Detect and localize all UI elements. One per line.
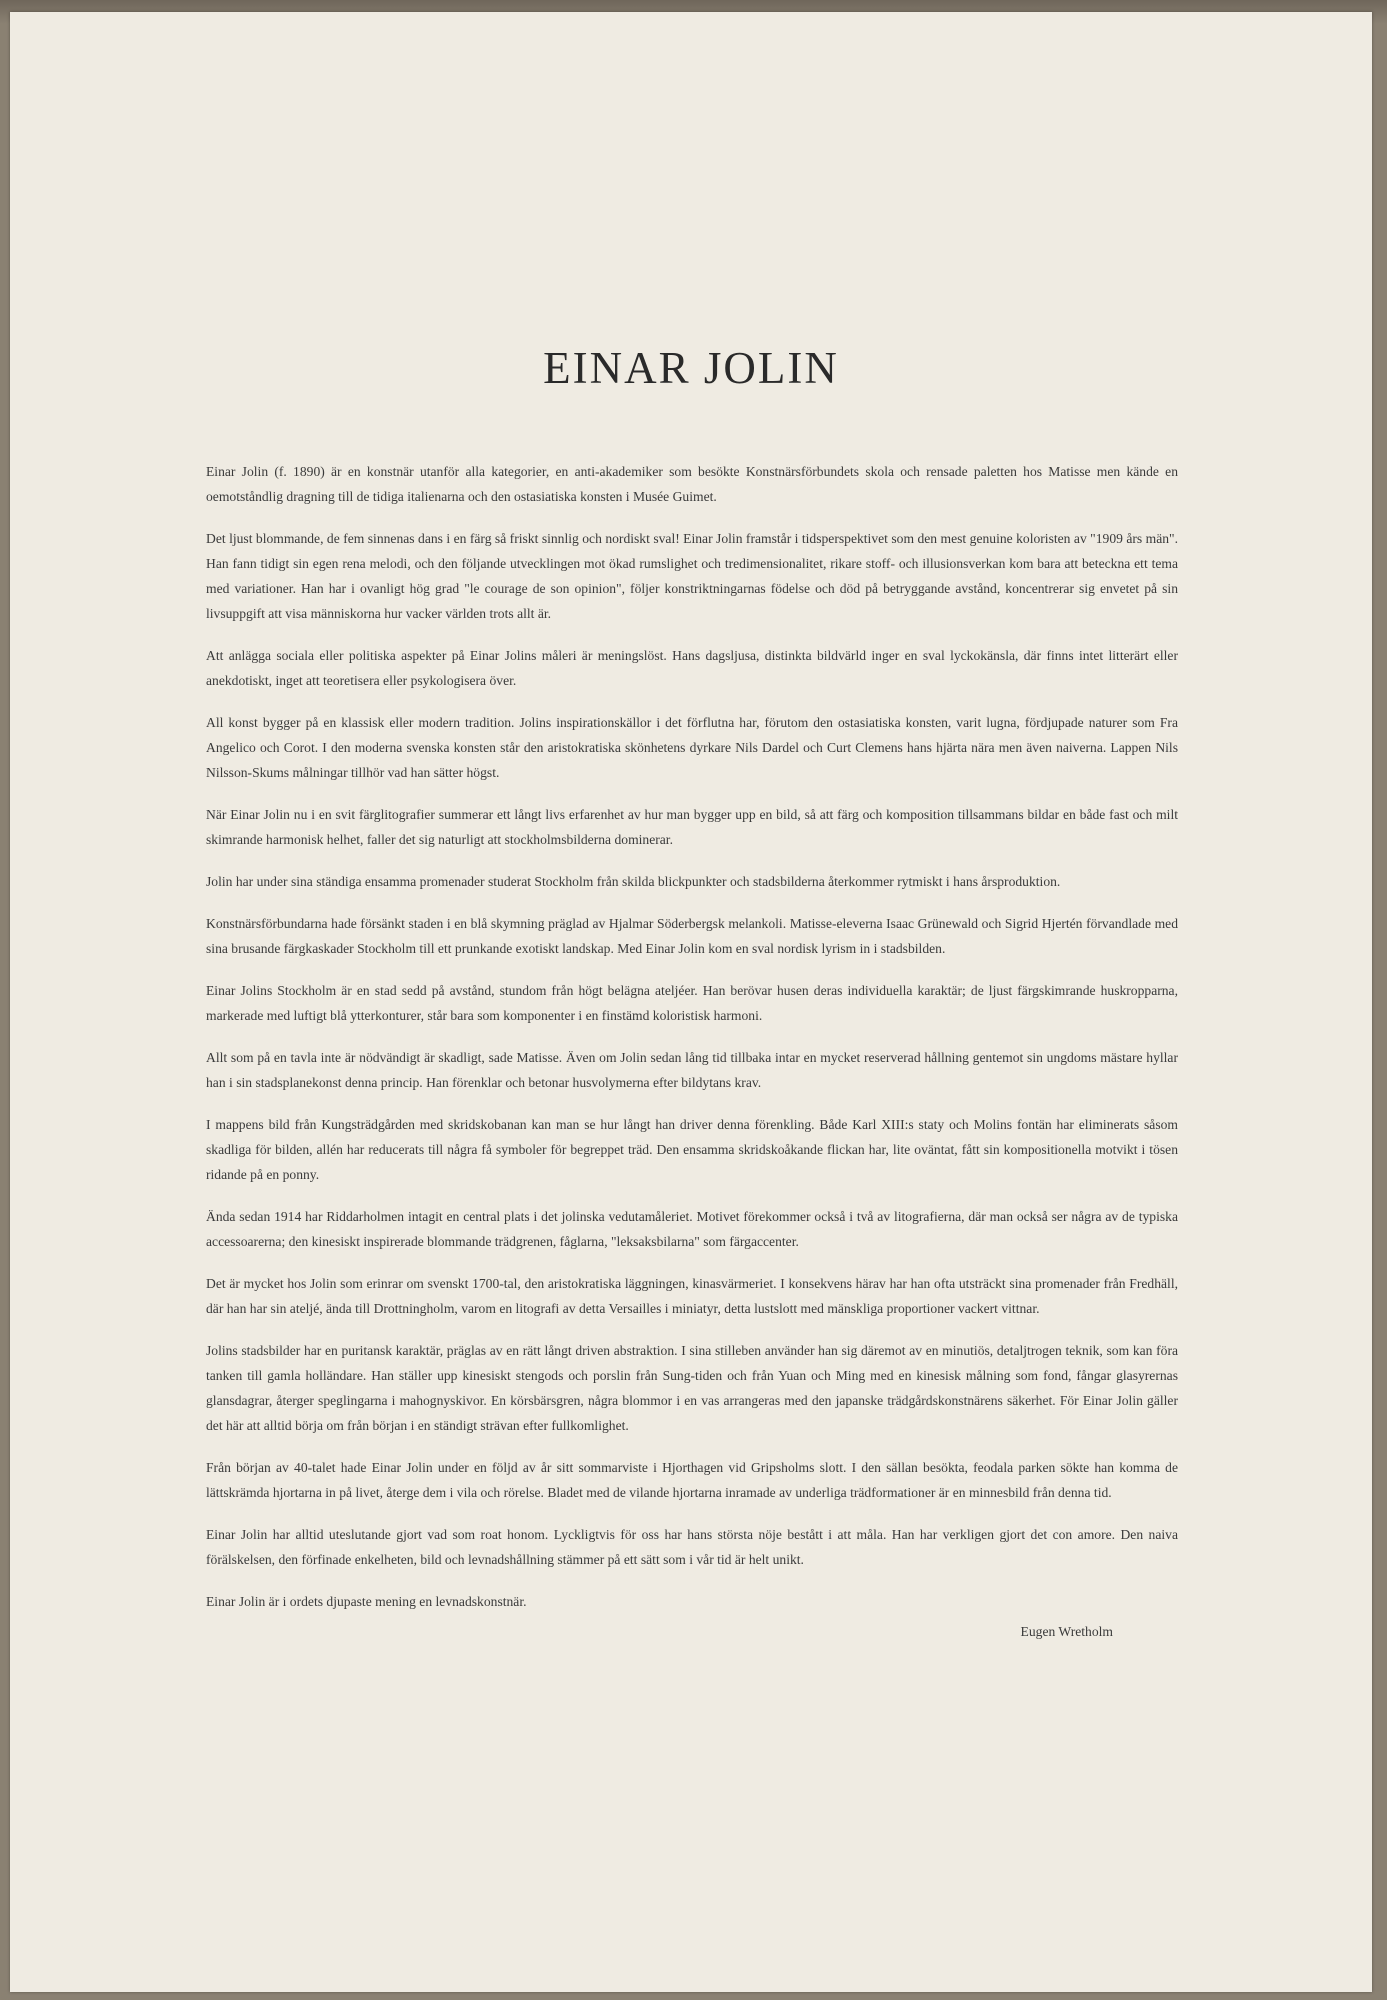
paragraph: All konst bygger på en klassisk eller modern tradition. Jolins inspirationskällor i det förflutna har, förutom den ostasiatiska konsten, varit lugna, fördjupade naturer som Fra Angelico och Corot. I den moderna svenska konsten står den aristokratiska skönhetens dyrkare Nils Dardel och Curt Clemens hans hjärta nära men även naiverna. Lappen Nils Nilsson-Skums målningar tillhör vad han sätter högst. xyxy=(206,715,1178,780)
paragraph: Det ljust blommande, de fem sinnenas dans i en färg så friskt sinnlig och nordiskt sval! Einar Jolin framstår i tidsperspektivet som den mest genuine koloristen av "1909 års män". Han fann tidigt sin egen rena melodi, och den följande utvecklingen mot ökad rumslighet och tredimensionalitet, rikare stoff- och illusionsverkan kom bara att beteckna ett tema med variationer. Han har i ovanligt hög grad "le courage de son opinion", följer konstriktningarnas födelse och död på betryggande avstånd, koncentrerar sig envetet på sin livsuppgift att visa människorna hur vacker världen trots allt är. xyxy=(206,531,1178,621)
author-signature: Eugen Wretholm xyxy=(1020,1624,1113,1639)
paragraph: Konstnärsförbundarna hade försänkt staden i en blå skymning präglad av Hjalmar Söderbergsk melankoli. Matisse-eleverna Isaac Grünewald och Sigrid Hjertén förvandlade med sina brusande färgkaskader Stockholm till ett prunkande exotiskt landskap. Med Einar Jolin kom en sval nordisk lyrism in i stadsbilden. xyxy=(206,916,1178,956)
paper-sheet xyxy=(10,12,1372,1992)
paragraph: Einar Jolin har alltid uteslutande gjort vad som roat honom. Lyckligtvis för oss har hans största nöje bestått i att måla. Han har verkligen gjort det con amore. Den naiva förälskelsen, den förfinade enkelheten, bild och levnadshållning stämmer på ett sätt som i vår tid är helt unikt. xyxy=(206,1527,1178,1567)
paragraph: Ända sedan 1914 har Riddarholmen intagit en central plats i det jolinska vedutamåleriet. Motivet förekommer också i två av litografierna, där man också ser några av de typiska accessoarerna; den kinesiskt inspirerade blommande trädgrenen, fåglarna, "leksaksbilarna" som färgaccenter. xyxy=(206,1209,1178,1249)
paragraph: Det är mycket hos Jolin som erinrar om svenskt 1700-tal, den aristokratiska läggningen, kinasvärmeriet. I konsekvens härav har han ofta utsträckt sina promenader från Fredhäll, där han har sin ateljé, ända till Drottningholm, varom en litografi av detta Versailles i miniatyr, detta lustslott med mänskliga proportioner vackert vittnar. xyxy=(206,1276,1178,1316)
paragraph: Jolins stadsbilder har en puritansk karaktär, präglas av en rätt långt driven abstraktion. I sina stilleben använder han sig däremot av en minutiös, detaljtrogen teknik, som kan föra tanken till gamla holländare. Han ställer upp kinesiskt stengods och porslin från Sung-tiden och från Yuan och Ming med en kinesisk målning som fond, fångar glasyrernas glansdagrar, återger speglingarna i mahognyskivor. En körsbärsgren, några blommor i en vas arrangeras med den japanske trädgårdskonstnärens säkerhet. För Einar Jolin gäller det här att alltid börja om från början i en ständigt strävan efter fullkomlighet. xyxy=(206,1343,1178,1433)
paragraph: Einar Jolins Stockholm är en stad sedd på avstånd, stundom från högt belägna ateljéer. Han berövar husen deras individuella karaktär; de ljust färgskimrande huskropparna, markerade med luftigt blå ytterkonturer, står bara som komponenter i en finstämd koloristisk harmoni. xyxy=(206,983,1178,1023)
document-title: EINAR JOLIN xyxy=(543,343,839,393)
paragraph: Einar Jolin (f. 1890) är en konstnär utanför alla kategorier, en anti-akademiker som besökte Konstnärsförbundets skola och rensade paletten hos Matisse men kände en oemotståndlig dragning till de tidiga italienarna och den ostasiatiska konsten i Musée Guimet. xyxy=(206,464,1178,504)
paragraph: Einar Jolin är i ordets djupaste mening en levnadskonstnär. xyxy=(206,1594,527,1609)
paragraph: I mappens bild från Kungsträdgården med skridskobanan kan man se hur långt han driver denna förenkling. Både Karl XIII:s staty och Molins fontän har eliminerats såsom skadliga för bilden, allén har reducerats till några få symboler för begreppet träd. Den ensamma skridskoåkande flickan har, lite oväntat, fått sin kompositionella motvikt i tösen ridande på en ponny. xyxy=(206,1117,1178,1182)
paragraph: Jolin har under sina ständiga ensamma promenader studerat Stockholm från skilda blickpunkter och stadsbilderna återkommer rytmiskt i hans årsproduktion. xyxy=(206,874,1061,889)
paragraph: Att anlägga sociala eller politiska aspekter på Einar Jolins måleri är meningslöst. Hans dagsljusa, distinkta bildvärld inger en sval lyckokänsla, där finns intet litterärt eller anekdotiskt, inget att teoretisera eller psykologisera över. xyxy=(206,648,1178,688)
document-body xyxy=(206,459,1178,1631)
paragraph: Från början av 40-talet hade Einar Jolin under en följd av år sitt sommarviste i Hjorthagen vid Gripsholms slott. I den sällan besökta, feodala parken sökte han komma de lättskrämda hjortarna in på livet, återge dem i vila och rörelse. Bladet med de vilande hjortarna inramade av underliga trädformationer är en minnesbild från denna tid. xyxy=(206,1460,1178,1500)
paragraph: När Einar Jolin nu i en svit färglitografier summerar ett långt livs erfarenhet av hur man bygger upp en bild, så att färg och komposition tillsammans bildar en både fast och milt skimrande harmonisk helhet, faller det sig naturligt att stockholmsbilderna dominerar. xyxy=(206,807,1178,847)
paragraph: Allt som på en tavla inte är nödvändigt är skadligt, sade Matisse. Även om Jolin sedan lång tid tillbaka intar en mycket reserverad hållning gentemot sin ungdoms mästare hyllar han i sin stadsplanekonst denna princip. Han förenklar och betonar husvolymerna efter bildytans krav. xyxy=(206,1050,1178,1090)
